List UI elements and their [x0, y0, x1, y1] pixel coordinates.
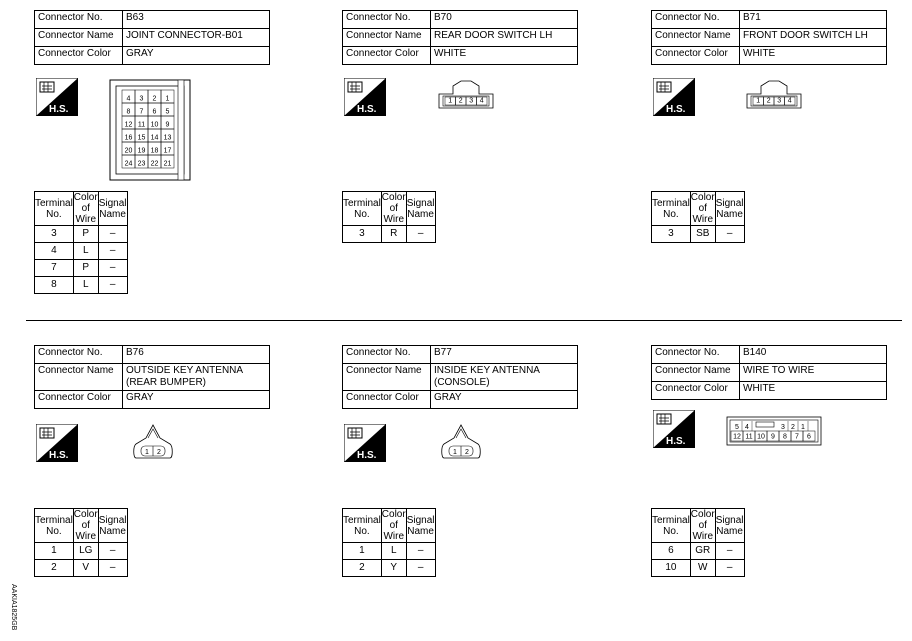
col-color-of-wire: Color of Wire — [381, 192, 406, 225]
connector-name-value: REAR DOOR SWITCH LH — [431, 29, 578, 47]
connector-face-diagram — [745, 80, 803, 110]
pin-number: 3 — [777, 97, 782, 105]
label-connector-name: Connector Name — [35, 29, 123, 47]
connector-color-value: WHITE — [740, 382, 887, 400]
label-connector-no: Connector No. — [343, 346, 431, 364]
svg-text:H.S.: H.S. — [49, 104, 69, 115]
pin-number: 17 — [163, 147, 172, 155]
connector-info-table — [651, 10, 887, 65]
pin-number: 22 — [150, 160, 159, 168]
pin-number: 12 — [124, 121, 133, 129]
pin-number: 3 — [469, 97, 474, 105]
col-color-of-wire: Color of Wire — [690, 509, 715, 542]
pin-number: 1 — [165, 95, 170, 103]
connector-no-value: B140 — [740, 346, 887, 364]
pin-number: 6 — [807, 433, 811, 441]
connector-info-table — [34, 10, 270, 65]
table-row: 8 L – — [35, 277, 128, 294]
document-code: AAKIA1825GB — [10, 584, 17, 631]
terminal-table — [651, 508, 745, 577]
harness-side-icon — [344, 424, 386, 462]
svg-text:H.S.: H.S. — [666, 104, 686, 115]
col-terminal-no: Terminal No. — [652, 509, 691, 543]
label-connector-color: Connector Color — [35, 47, 123, 65]
connector-no-value: B63 — [123, 11, 270, 29]
pin-number: 2 — [157, 449, 161, 456]
pin-number: 2 — [458, 97, 463, 105]
pin-number: 2 — [791, 424, 795, 431]
pin-number: 13 — [163, 134, 172, 142]
pin-number: 10 — [150, 121, 159, 129]
table-row: 10 W – — [652, 560, 745, 577]
connector-face-diagram — [132, 422, 174, 462]
col-color-of-wire: Color of Wire — [73, 192, 98, 225]
connector-name-value: INSIDE KEY ANTENNA (CONSOLE) — [431, 364, 578, 391]
label-connector-name: Connector Name — [652, 29, 740, 47]
col-signal-name: Signal Name — [406, 509, 435, 543]
pin-number: 1 — [448, 97, 453, 105]
connector-no-value: B76 — [123, 346, 270, 364]
harness-side-icon — [36, 424, 78, 462]
col-terminal-no: Terminal No. — [343, 192, 382, 226]
pin-number: 1 — [453, 449, 457, 456]
connector-color-value: WHITE — [431, 47, 578, 65]
pin-number: 7 — [795, 433, 799, 441]
connector-name-value: OUTSIDE KEY ANTENNA (REAR BUMPER) — [123, 364, 270, 391]
connector-name-value: FRONT DOOR SWITCH LH — [740, 29, 887, 47]
label-connector-name: Connector Name — [343, 364, 431, 391]
label-connector-color: Connector Color — [652, 382, 740, 400]
pin-number: 20 — [124, 147, 133, 155]
pin-number: 11 — [745, 433, 753, 441]
col-signal-name: Signal Name — [715, 192, 744, 226]
col-color-of-wire: Color of Wire — [73, 509, 98, 542]
pin-number: 1 — [801, 424, 805, 431]
pin-number: 14 — [150, 134, 159, 142]
terminal-table — [342, 508, 436, 577]
table-row: 7 P – — [35, 260, 128, 277]
pin-number: 19 — [137, 147, 146, 155]
table-row: 1 LG – — [35, 543, 128, 560]
connector-info-table — [342, 345, 578, 409]
svg-text:H.S.: H.S. — [666, 436, 686, 447]
harness-side-icon — [344, 78, 386, 116]
connector-face-diagram — [726, 416, 822, 446]
pin-number: 1 — [145, 449, 149, 456]
col-color-of-wire: Color of Wire — [381, 509, 406, 542]
connector-no-value: B77 — [431, 346, 578, 364]
pin-number: 8 — [126, 108, 131, 116]
table-row: 6 GR – — [652, 543, 745, 560]
pin-number: 9 — [771, 433, 775, 441]
connector-info-table — [651, 345, 887, 400]
label-connector-no: Connector No. — [343, 11, 431, 29]
label-connector-color: Connector Color — [343, 47, 431, 65]
label-connector-color: Connector Color — [35, 391, 123, 409]
col-signal-name: Signal Name — [406, 192, 435, 226]
connector-color-value: GRAY — [123, 47, 270, 65]
pin-number: 2 — [766, 97, 771, 105]
harness-side-icon — [653, 410, 695, 448]
col-signal-name: Signal Name — [98, 509, 127, 543]
label-connector-name: Connector Name — [35, 364, 123, 391]
pin-number: 21 — [163, 160, 172, 168]
col-signal-name: Signal Name — [98, 192, 127, 226]
pin-number: 4 — [126, 95, 131, 103]
pin-number: 5 — [165, 108, 170, 116]
terminal-table — [342, 191, 436, 243]
connector-name-value: JOINT CONNECTOR-B01 — [123, 29, 270, 47]
table-row: 2 V – — [35, 560, 128, 577]
pin-number: 4 — [479, 97, 484, 105]
connector-color-value: GRAY — [123, 391, 270, 409]
connector-face-diagram — [440, 422, 482, 462]
pin-number: 9 — [165, 121, 170, 129]
label-connector-color: Connector Color — [652, 47, 740, 65]
col-terminal-no: Terminal No. — [343, 509, 382, 543]
terminal-table — [34, 508, 128, 577]
connector-info-table — [34, 345, 270, 409]
connector-no-value: B71 — [740, 11, 887, 29]
pin-number: 11 — [137, 121, 146, 129]
pin-number: 24 — [124, 160, 133, 168]
pin-number: 18 — [150, 147, 159, 155]
pin-number: 2 — [465, 449, 469, 456]
pin-number: 1 — [756, 97, 761, 105]
pin-number: 4 — [745, 424, 749, 431]
connector-name-value: WIRE TO WIRE — [740, 364, 887, 382]
svg-text:H.S.: H.S. — [357, 104, 377, 115]
harness-side-icon — [653, 78, 695, 116]
terminal-table — [651, 191, 745, 243]
pin-number: 4 — [787, 97, 792, 105]
col-color-of-wire: Color of Wire — [690, 192, 715, 225]
table-row: 3 P – — [35, 226, 128, 243]
pin-number: 6 — [152, 108, 157, 116]
pin-number: 16 — [124, 134, 133, 142]
section-divider — [26, 320, 902, 321]
pin-number: 2 — [152, 95, 157, 103]
pin-number: 12 — [733, 433, 741, 441]
connector-face-diagram — [108, 78, 192, 182]
label-connector-name: Connector Name — [652, 364, 740, 382]
col-terminal-no: Terminal No. — [35, 509, 74, 543]
pin-number: 3 — [139, 95, 144, 103]
table-row: 3 R – — [343, 226, 436, 243]
pin-number: 3 — [781, 424, 785, 431]
label-connector-color: Connector Color — [343, 391, 431, 409]
connector-color-value: WHITE — [740, 47, 887, 65]
pin-number: 23 — [137, 160, 146, 168]
pin-number: 10 — [757, 433, 765, 441]
harness-side-icon — [36, 78, 78, 116]
label-connector-no: Connector No. — [35, 11, 123, 29]
pin-number: 7 — [139, 108, 144, 116]
pin-number: 5 — [735, 424, 739, 431]
col-terminal-no: Terminal No. — [652, 192, 691, 226]
connector-color-value: GRAY — [431, 391, 578, 409]
connector-face-diagram — [437, 80, 495, 110]
svg-text:H.S.: H.S. — [49, 450, 69, 461]
connector-no-value: B70 — [431, 11, 578, 29]
pin-number: 15 — [137, 134, 146, 142]
pin-number: 8 — [783, 433, 787, 441]
label-connector-no: Connector No. — [652, 11, 740, 29]
label-connector-name: Connector Name — [343, 29, 431, 47]
terminal-table — [34, 191, 128, 294]
table-row: 1 L – — [343, 543, 436, 560]
label-connector-no: Connector No. — [35, 346, 123, 364]
svg-text:H.S.: H.S. — [357, 450, 377, 461]
connector-info-table — [342, 10, 578, 65]
table-row: 2 Y – — [343, 560, 436, 577]
table-row: 4 L – — [35, 243, 128, 260]
label-connector-no: Connector No. — [652, 346, 740, 364]
col-terminal-no: Terminal No. — [35, 192, 74, 226]
col-signal-name: Signal Name — [715, 509, 744, 543]
table-row: 3 SB – — [652, 226, 745, 243]
